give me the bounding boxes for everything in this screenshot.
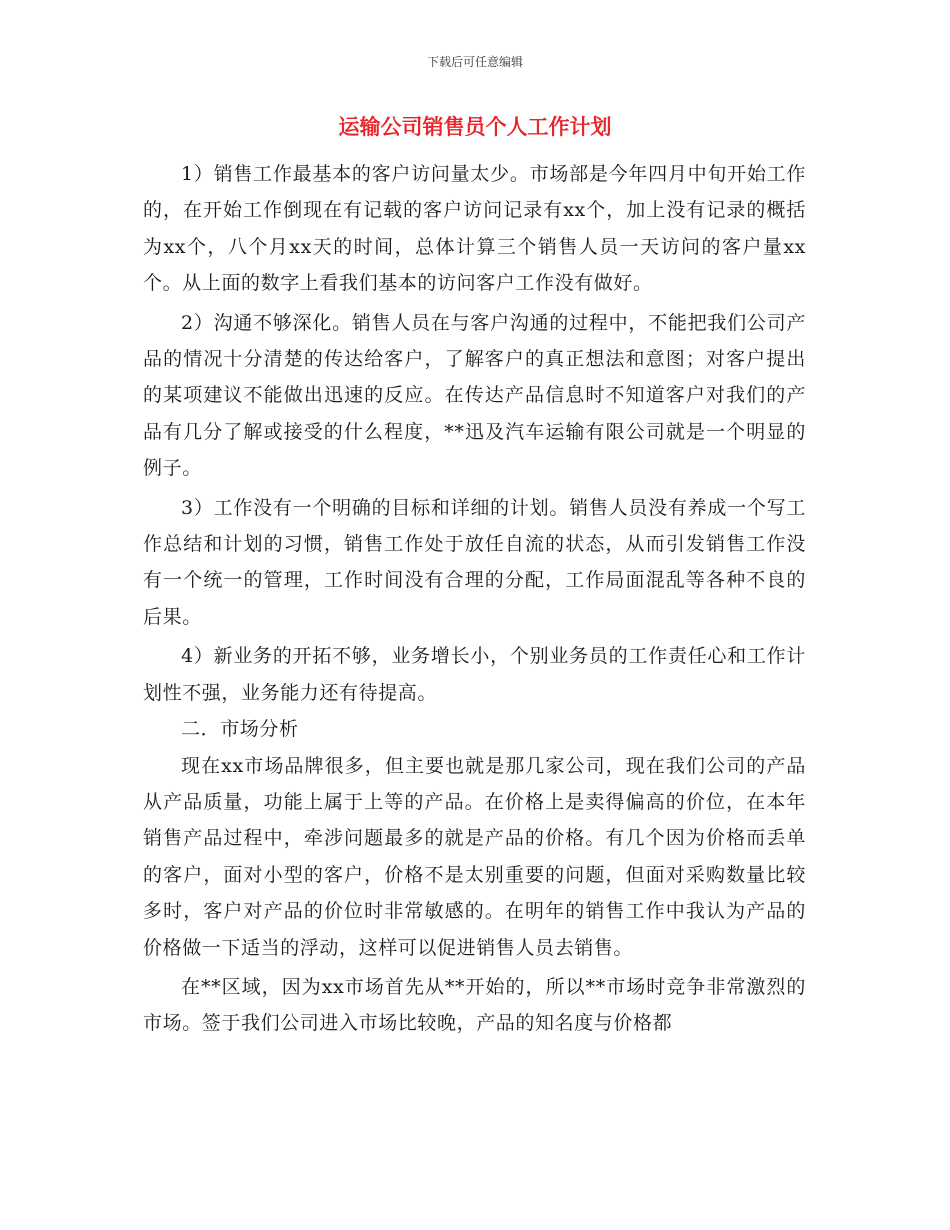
paragraph-communication: 2）沟通不够深化。销售人员在与客户沟通的过程中，不能把我们公司产品的情况十分清楚的传达给客户，了解客户的真正想法和意图；对客户提出的某项建议不能做出迅速的反应。在传达产品信息时不知道客户对我们的产品有几分了解或接受的什么程度，**迅及汽车运输有限公司就是一个明显的例子。	[143, 311, 806, 480]
paragraph-new-business: 4）新业务的开拓不够，业务增长小，个别业务员的工作责任心和工作计划性不强，业务能力还有待提高。	[143, 645, 806, 704]
document-title: 运输公司销售员个人工作计划	[338, 114, 612, 139]
paragraph-work-plan: 3）工作没有一个明确的目标和详细的计划。销售人员没有养成一个写工作总结和计划的习惯，销售工作处于放任自流的状态，从而引发销售工作没有一个统一的管理，工作时间没有合理的分配，工作局面混乱等各种不良的后果。	[143, 496, 806, 628]
document-body	[143, 156, 806, 1042]
paragraph-market-pricing: 现在xx市场品牌很多，但主要也就是那几家公司，现在我们公司的产品从产品质量，功能上属于上等的产品。在价格上是卖得偏高的价位，在本年销售产品过程中，牵涉问题最多的就是产品的价格。有几个因为价格而丢单的客户，面对小型的客户，价格不是太别重要的问题，但面对采购数量比较多时，客户对产品的价位时非常敏感的。在明年的销售工作中我认为产品的价格做一下适当的浮动，这样可以促进销售人员去销售。	[143, 754, 806, 959]
section-heading-market-analysis: 二．市场分析	[181, 718, 299, 741]
paragraph-regional-competition: 在**区域，因为xx市场首先从**开始的，所以**市场时竞争非常激烈的市场。签于我们公司进入市场比较晚，产品的知名度与价格都	[143, 975, 806, 1035]
paragraph-visit-volume: 1）销售工作最基本的客户访问量太少。市场部是今年四月中旬开始工作的，在开始工作倒现在有记载的客户访问记录有xx个，加上没有记录的概括为xx个，八个月xx天的时间，总体计算三个销售人员一天访问的客户量xx个。从上面的数字上看我们基本的访问客户工作没有做好。	[143, 163, 806, 295]
header-note: 下载后可任意编辑	[426, 55, 523, 69]
